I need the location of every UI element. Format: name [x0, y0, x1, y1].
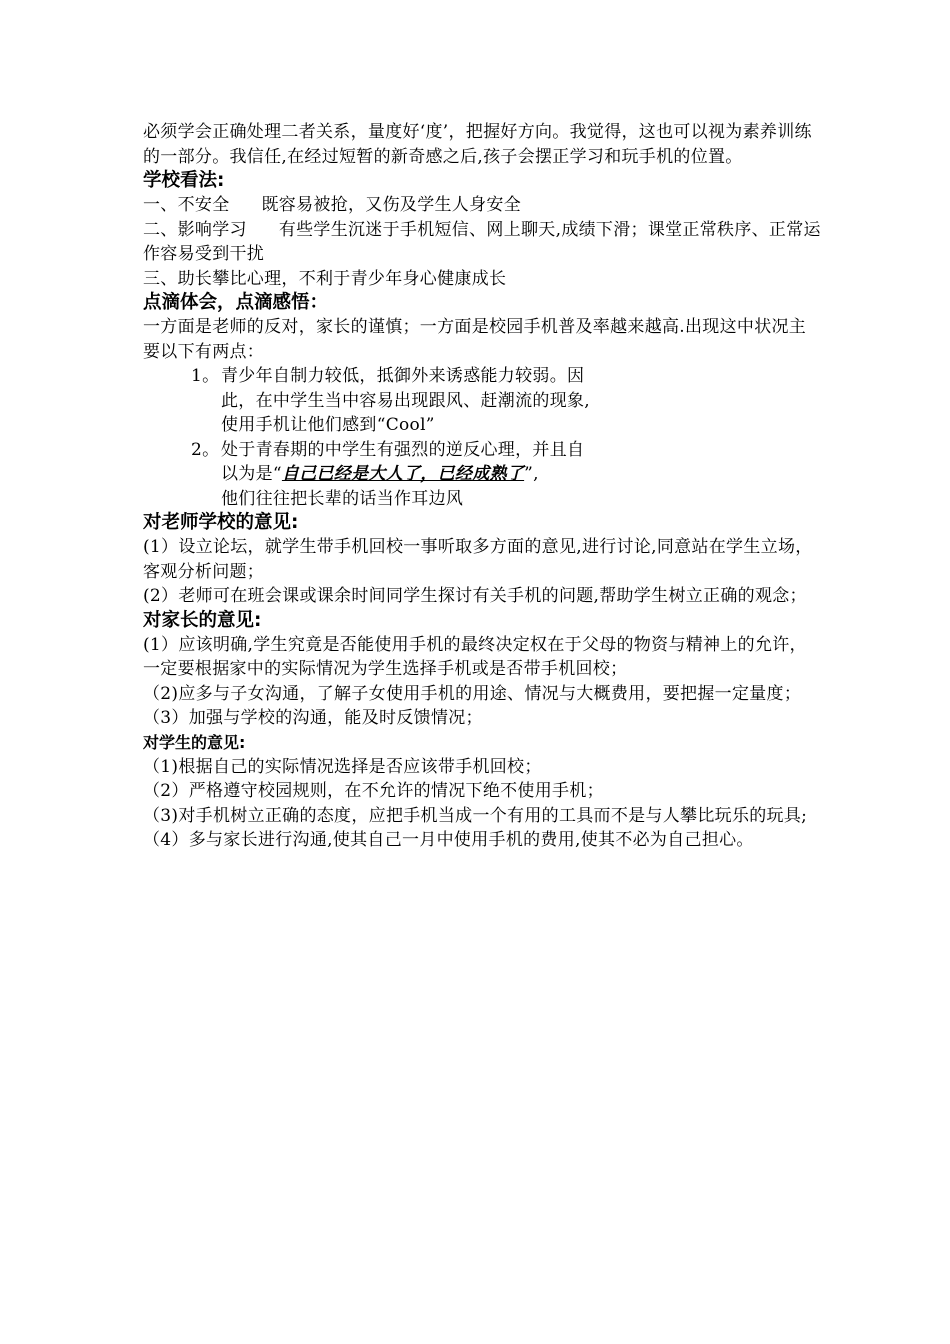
insight-item-1-number: 1。 — [191, 366, 220, 386]
insight-list-item-2 — [191, 438, 823, 512]
document-page — [143, 120, 823, 853]
school-view-item-1-label: 一、不安全 — [143, 195, 230, 215]
student-advice-item-1: （1)根据自己的实际情况选择是否应该带手机回校； — [143, 756, 542, 777]
insight-item-2-prefix: 以为是“ — [221, 464, 282, 484]
parent-advice-item-3: （3）加强与学校的沟通，能及时反馈情况； — [143, 708, 483, 728]
school-view-item-2-text: 有些学生沉迷于手机短信、网上聊天,成绩下滑；课堂正常秩序、正常运作容易受到干扰 — [143, 219, 821, 264]
school-view-item-3 — [143, 267, 823, 292]
insight-list-item-1 — [191, 364, 823, 438]
student-advice-item-4: （4）多与家长进行沟通,使其自己一月中使用手机的费用,使其不必为自己担心。 — [143, 830, 754, 850]
insight-item-1-line-2: 此，在中学生当中容易出现跟风、赶潮流的现象, — [221, 390, 591, 411]
parent-advice-heading: 对家长的意见: — [143, 609, 262, 631]
insight-item-2-suffix: ”, — [524, 464, 539, 484]
insight-item-2-number: 2。 — [191, 439, 220, 460]
teacher-advice-item-1: (1）设立论坛，就学生带手机回校一事听取多方面的意见,进行讨论,同意站在学生立场，客观分析问题； — [143, 537, 813, 582]
insight-item-1-line-3: 使用手机让他们感到“Cool” — [221, 415, 435, 435]
teacher-advice-item-2: (2）老师可在班会课或课余时间同学生探讨有关手机的问题,帮助学生树立正确的观念； — [143, 586, 807, 606]
insight-item-2-line-3: 他们往往把长辈的话当作耳边风 — [221, 488, 464, 509]
student-advice-heading: 对学生的意见: — [143, 732, 246, 752]
school-view-item-2 — [143, 218, 823, 267]
teacher-advice-heading: 对老师学校的意见: — [143, 512, 299, 533]
school-view-item-2-label: 二、影响学习 — [143, 219, 247, 240]
insight-item-2-line-1: 处于青春期的中学生有强烈的逆反心理，并且自 — [221, 439, 585, 460]
school-view-item-3-label: 三、助长攀比心理，不利于青少年身心健康成长 — [143, 268, 507, 289]
insight-item-2-line-2 — [221, 462, 823, 487]
student-advice-item-3: （3)对手机树立正确的态度，应把手机当成一个有用的工具而不是与人攀比玩乐的玩具; — [143, 805, 808, 826]
insight-paragraph: 一方面是老师的反对，家长的谨慎；一方面是校园手机普及率越来越高.出现这中状况主要以下有两点： — [143, 317, 807, 362]
insight-item-2-emphasis: 自己已经是大人了，已经成熟了 — [281, 464, 525, 484]
school-view-item-1 — [143, 193, 823, 218]
parent-advice-item-2: （2)应多与子女沟通，了解子女使用手机的用途、情况与大概费用，要把握一定量度； — [143, 683, 802, 704]
student-advice-item-2: （2）严格遵守校园规则，在不允许的情况下绝不使用手机； — [143, 781, 604, 801]
school-view-heading: 学校看法: — [143, 170, 225, 191]
parent-advice-item-1: (1）应该明确,学生究竟是否能使用手机的最终决定权在于父母的物资与精神上的允许，一定要根据家中的实际情况为学生选择手机或是否带手机回校； — [143, 634, 807, 679]
insight-list — [143, 364, 823, 511]
intro-paragraph: 必须学会正确处理二者关系，量度好‘度’，把握好方向。我觉得，这也可以视为素养训练的一部分。我信任,在经过短暂的新奇感之后,孩子会摆正学习和玩手机的位置。 — [143, 122, 812, 167]
insight-item-1-line-1: 青少年自制力较低，抵御外来诱惑能力较弱。因 — [221, 366, 585, 386]
school-view-item-1-text: 既容易被抢，又伤及学生人身安全 — [261, 195, 521, 215]
insight-heading: 点滴体会，点滴感悟： — [143, 292, 329, 313]
